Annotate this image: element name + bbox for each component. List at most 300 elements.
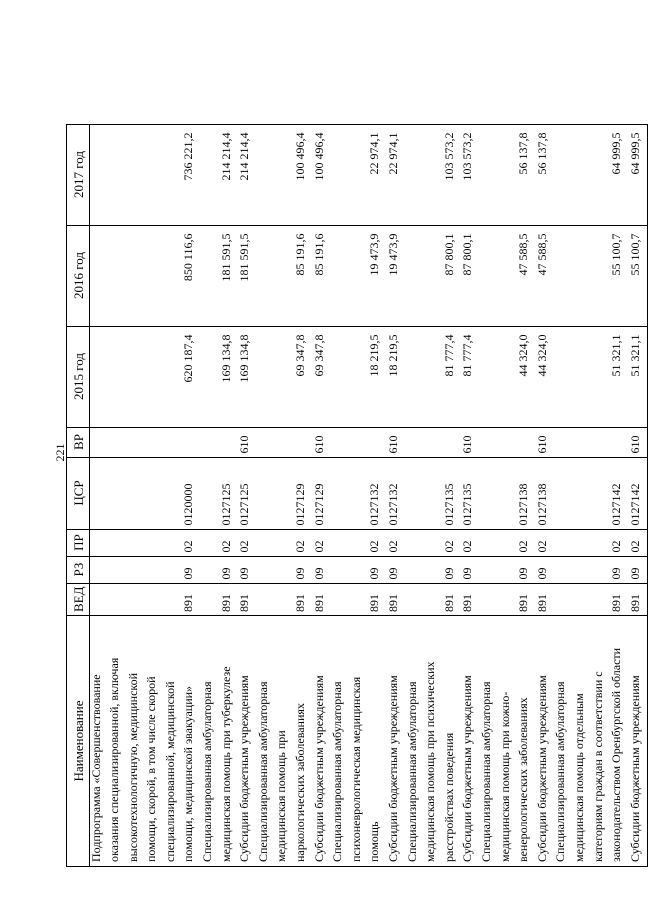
cell-rz: 09 (629, 556, 648, 583)
cell-vr (350, 427, 369, 457)
cell-2015 (90, 326, 109, 427)
cell-2016: 55 100,7 (610, 225, 629, 326)
cell-name: Специализированная амбулаторная (406, 616, 425, 867)
cell-name: Специализированная амбулаторная (480, 616, 499, 867)
cell-2015 (164, 326, 183, 427)
cell-pr: 02 (461, 529, 480, 556)
table-header-row (67, 124, 90, 866)
cell-2017: 736 221,2 (182, 124, 201, 225)
cell-rz (573, 556, 592, 583)
header-pr: ПР (67, 529, 90, 556)
table-row (368, 124, 387, 866)
cell-2017 (275, 124, 294, 225)
cell-ved (164, 583, 183, 615)
cell-pr (127, 529, 146, 556)
cell-vr (592, 427, 611, 457)
cell-2017 (145, 124, 164, 225)
cell-pr: 02 (368, 529, 387, 556)
cell-rz (406, 556, 425, 583)
cell-ved (592, 583, 611, 615)
cell-2015: 169 134,8 (220, 326, 239, 427)
cell-ved (257, 583, 276, 615)
cell-rz: 09 (443, 556, 462, 583)
cell-2017: 103 573,2 (443, 124, 462, 225)
cell-ved: 891 (238, 583, 257, 615)
cell-name: Специализированная амбулаторная (201, 616, 220, 867)
cell-csr: 0127132 (387, 457, 406, 529)
cell-2017: 64 999,5 (629, 124, 648, 225)
cell-csr (331, 457, 350, 529)
cell-csr (499, 457, 518, 529)
cell-rz: 09 (461, 556, 480, 583)
cell-name: Субсидии бюджетным учреждениям (629, 616, 648, 867)
cell-2015 (406, 326, 425, 427)
cell-2016 (350, 225, 369, 326)
cell-vr (164, 427, 183, 457)
table-row (443, 124, 462, 866)
cell-2016 (592, 225, 611, 326)
cell-ved: 891 (387, 583, 406, 615)
cell-2017: 103 573,2 (461, 124, 480, 225)
table-row (387, 124, 406, 866)
cell-2015 (480, 326, 499, 427)
cell-name: Субсидии бюджетным учреждениям (238, 616, 257, 867)
cell-pr (592, 529, 611, 556)
cell-pr (145, 529, 164, 556)
cell-vr (294, 427, 313, 457)
cell-rz (424, 556, 443, 583)
cell-vr (368, 427, 387, 457)
cell-2016: 47 588,5 (536, 225, 555, 326)
cell-2015 (331, 326, 350, 427)
cell-ved: 891 (461, 583, 480, 615)
cell-vr (443, 427, 462, 457)
cell-csr (201, 457, 220, 529)
cell-csr: 0127142 (629, 457, 648, 529)
cell-name: категориям граждан в соответствии с (592, 616, 611, 867)
cell-2017 (350, 124, 369, 225)
header-ved: ВЕД (67, 583, 90, 615)
cell-2016 (257, 225, 276, 326)
cell-pr (164, 529, 183, 556)
cell-2016 (90, 225, 109, 326)
cell-vr: 610 (536, 427, 555, 457)
cell-csr (164, 457, 183, 529)
cell-2015: 169 134,8 (238, 326, 257, 427)
cell-2015: 620 187,4 (182, 326, 201, 427)
cell-rz: 09 (536, 556, 555, 583)
cell-vr: 610 (238, 427, 257, 457)
cell-pr: 02 (517, 529, 536, 556)
cell-pr: 02 (220, 529, 239, 556)
table-row (182, 124, 201, 866)
cell-2017 (127, 124, 146, 225)
cell-name: Субсидии бюджетным учреждениям (536, 616, 555, 867)
cell-name: Субсидии бюджетным учреждениям (461, 616, 480, 867)
cell-pr: 02 (294, 529, 313, 556)
cell-name: Специализированная амбулаторная (331, 616, 350, 867)
cell-vr (127, 427, 146, 457)
cell-2016 (275, 225, 294, 326)
cell-rz: 09 (387, 556, 406, 583)
cell-rz (554, 556, 573, 583)
cell-2017 (90, 124, 109, 225)
cell-rz (90, 556, 109, 583)
cell-name: Специализированная амбулаторная (554, 616, 573, 867)
cell-2017 (331, 124, 350, 225)
cell-csr (257, 457, 276, 529)
cell-2017 (108, 124, 127, 225)
cell-2017: 100 496,4 (313, 124, 332, 225)
table-row (220, 124, 239, 866)
table-row (350, 124, 369, 866)
cell-ved (108, 583, 127, 615)
cell-csr: 0127129 (294, 457, 313, 529)
cell-vr (275, 427, 294, 457)
cell-pr (554, 529, 573, 556)
cell-rz (145, 556, 164, 583)
cell-2015: 18 219,5 (368, 326, 387, 427)
cell-2017: 56 137,8 (517, 124, 536, 225)
cell-2016: 181 591,5 (238, 225, 257, 326)
cell-2015: 51 321,1 (610, 326, 629, 427)
page-number: 221 (53, 443, 67, 462)
cell-2015 (257, 326, 276, 427)
cell-csr: 0127132 (368, 457, 387, 529)
table-row (554, 124, 573, 866)
cell-2016: 55 100,7 (629, 225, 648, 326)
cell-csr: 0127125 (220, 457, 239, 529)
cell-vr (220, 427, 239, 457)
cell-vr (108, 427, 127, 457)
cell-pr (108, 529, 127, 556)
cell-rz: 09 (238, 556, 257, 583)
cell-ved (554, 583, 573, 615)
cell-2017 (480, 124, 499, 225)
cell-csr: 0120000 (182, 457, 201, 529)
cell-ved (90, 583, 109, 615)
cell-2016 (424, 225, 443, 326)
cell-pr (350, 529, 369, 556)
cell-rz (592, 556, 611, 583)
cell-2015 (127, 326, 146, 427)
cell-2016: 87 800,1 (461, 225, 480, 326)
cell-name: медицинская помощь при психических (424, 616, 443, 867)
cell-name: медицинская помощь при (275, 616, 294, 867)
cell-csr: 0127142 (610, 457, 629, 529)
cell-rz (257, 556, 276, 583)
cell-2016: 181 591,5 (220, 225, 239, 326)
cell-csr (554, 457, 573, 529)
cell-ved (499, 583, 518, 615)
header-2015: 2015 год (67, 326, 90, 427)
cell-vr (145, 427, 164, 457)
cell-name: помощи, скорой, в том числе скорой (145, 616, 164, 867)
table-row (238, 124, 257, 866)
table-row (108, 124, 127, 866)
cell-2017 (554, 124, 573, 225)
cell-ved: 891 (517, 583, 536, 615)
cell-name: расстройствах поведения (443, 616, 462, 867)
cell-2015 (499, 326, 518, 427)
cell-name: медицинская помощь отдельным (573, 616, 592, 867)
cell-2015 (108, 326, 127, 427)
cell-ved (275, 583, 294, 615)
cell-name: медицинская помощь при туберкулезе (220, 616, 239, 867)
cell-2017: 22 974,1 (368, 124, 387, 225)
cell-csr (350, 457, 369, 529)
cell-vr (90, 427, 109, 457)
cell-vr (554, 427, 573, 457)
cell-ved (424, 583, 443, 615)
cell-2016 (201, 225, 220, 326)
table-row (257, 124, 276, 866)
table-row (164, 124, 183, 866)
table-row (331, 124, 350, 866)
cell-vr (610, 427, 629, 457)
cell-ved (406, 583, 425, 615)
cell-2016 (108, 225, 127, 326)
cell-pr (257, 529, 276, 556)
cell-2016: 19 473,9 (387, 225, 406, 326)
cell-name: медицинская помощь при кожно- (499, 616, 518, 867)
cell-ved: 891 (536, 583, 555, 615)
cell-2016 (164, 225, 183, 326)
cell-vr (331, 427, 350, 457)
cell-pr (573, 529, 592, 556)
cell-pr: 02 (387, 529, 406, 556)
cell-pr (499, 529, 518, 556)
table-row (610, 124, 629, 866)
cell-csr (275, 457, 294, 529)
cell-name: помощи, медицинской эвакуации» (182, 616, 201, 867)
cell-2016: 850 116,6 (182, 225, 201, 326)
cell-name: оказания специализированной, включая (108, 616, 127, 867)
cell-2015 (201, 326, 220, 427)
cell-vr: 610 (461, 427, 480, 457)
cell-rz (499, 556, 518, 583)
cell-pr (480, 529, 499, 556)
cell-vr (257, 427, 276, 457)
cell-name: психоневрологическая медицинская (350, 616, 369, 867)
cell-2017: 214 214,4 (238, 124, 257, 225)
table-row (629, 124, 648, 866)
cell-2017 (257, 124, 276, 225)
cell-2016 (127, 225, 146, 326)
cell-ved: 891 (294, 583, 313, 615)
cell-name: наркологических заболеваниях (294, 616, 313, 867)
cell-2015: 81 777,4 (461, 326, 480, 427)
cell-rz (127, 556, 146, 583)
table-row (480, 124, 499, 866)
cell-ved: 891 (313, 583, 332, 615)
cell-name: законодательством Оренбургской области (610, 616, 629, 867)
header-name: Наименование (67, 616, 90, 867)
cell-ved (201, 583, 220, 615)
cell-2015 (573, 326, 592, 427)
cell-ved (145, 583, 164, 615)
cell-vr (424, 427, 443, 457)
header-2017: 2017 год (67, 124, 90, 225)
cell-2016 (573, 225, 592, 326)
cell-2017 (424, 124, 443, 225)
cell-vr: 610 (313, 427, 332, 457)
table-row (573, 124, 592, 866)
cell-pr: 02 (313, 529, 332, 556)
cell-2017: 100 496,4 (294, 124, 313, 225)
cell-ved: 891 (368, 583, 387, 615)
cell-csr (573, 457, 592, 529)
table-row (406, 124, 425, 866)
cell-rz: 09 (313, 556, 332, 583)
cell-name: Субсидии бюджетным учреждениям (387, 616, 406, 867)
cell-2016 (331, 225, 350, 326)
cell-ved: 891 (610, 583, 629, 615)
header-vr: ВР (67, 427, 90, 457)
cell-name: Подпрограмма «Совершенствование (90, 616, 109, 867)
cell-vr (201, 427, 220, 457)
cell-csr: 0127129 (313, 457, 332, 529)
cell-ved (331, 583, 350, 615)
table-row (461, 124, 480, 866)
cell-rz (201, 556, 220, 583)
cell-vr (517, 427, 536, 457)
cell-vr (573, 427, 592, 457)
cell-vr (480, 427, 499, 457)
cell-csr (90, 457, 109, 529)
table-row (499, 124, 518, 866)
cell-2015 (275, 326, 294, 427)
cell-2015: 69 347,8 (294, 326, 313, 427)
cell-rz (331, 556, 350, 583)
cell-2017: 56 137,8 (536, 124, 555, 225)
cell-name: венерологических заболеваниях (517, 616, 536, 867)
cell-ved: 891 (629, 583, 648, 615)
cell-2017 (201, 124, 220, 225)
cell-2017: 214 214,4 (220, 124, 239, 225)
cell-pr (406, 529, 425, 556)
cell-ved (127, 583, 146, 615)
cell-2015: 81 777,4 (443, 326, 462, 427)
header-rz: РЗ (67, 556, 90, 583)
cell-pr (331, 529, 350, 556)
table-row (201, 124, 220, 866)
cell-vr (182, 427, 201, 457)
cell-rz: 09 (182, 556, 201, 583)
cell-2015: 44 324,0 (517, 326, 536, 427)
cell-2017 (592, 124, 611, 225)
cell-csr: 0127125 (238, 457, 257, 529)
header-csr: ЦСР (67, 457, 90, 529)
budget-table (66, 124, 648, 867)
cell-csr: 0127135 (443, 457, 462, 529)
cell-2016 (554, 225, 573, 326)
cell-pr (424, 529, 443, 556)
cell-vr: 610 (629, 427, 648, 457)
table-row (90, 124, 109, 866)
cell-ved (573, 583, 592, 615)
cell-pr: 02 (443, 529, 462, 556)
cell-ved: 891 (182, 583, 201, 615)
cell-2015 (554, 326, 573, 427)
cell-2016: 47 588,5 (517, 225, 536, 326)
cell-2015: 44 324,0 (536, 326, 555, 427)
cell-pr (201, 529, 220, 556)
cell-vr: 610 (387, 427, 406, 457)
cell-vr (499, 427, 518, 457)
cell-2017: 64 999,5 (610, 124, 629, 225)
cell-2017 (573, 124, 592, 225)
cell-csr: 0127135 (461, 457, 480, 529)
cell-csr (145, 457, 164, 529)
cell-2016: 85 191,6 (294, 225, 313, 326)
cell-name: Субсидии бюджетным учреждениям (313, 616, 332, 867)
cell-csr (592, 457, 611, 529)
table-row (536, 124, 555, 866)
cell-name: высокотехнологичную, медицинской (127, 616, 146, 867)
cell-name: специализированной, медицинской (164, 616, 183, 867)
cell-rz (164, 556, 183, 583)
cell-pr: 02 (238, 529, 257, 556)
cell-ved: 891 (220, 583, 239, 615)
cell-2015 (424, 326, 443, 427)
cell-pr: 02 (536, 529, 555, 556)
cell-csr: 0127138 (536, 457, 555, 529)
cell-2016 (406, 225, 425, 326)
cell-2015 (592, 326, 611, 427)
table-row (592, 124, 611, 866)
cell-2016: 19 473,9 (368, 225, 387, 326)
cell-rz (275, 556, 294, 583)
cell-2015: 69 347,8 (313, 326, 332, 427)
cell-csr: 0127138 (517, 457, 536, 529)
cell-2016 (145, 225, 164, 326)
cell-pr (275, 529, 294, 556)
cell-2015 (350, 326, 369, 427)
cell-rz: 09 (517, 556, 536, 583)
cell-csr (424, 457, 443, 529)
header-2016: 2016 год (67, 225, 90, 326)
cell-pr: 02 (610, 529, 629, 556)
cell-pr: 02 (182, 529, 201, 556)
cell-rz (350, 556, 369, 583)
cell-ved (480, 583, 499, 615)
cell-2015: 51 321,1 (629, 326, 648, 427)
table-row (294, 124, 313, 866)
cell-csr (406, 457, 425, 529)
cell-csr (108, 457, 127, 529)
cell-2016 (480, 225, 499, 326)
table-row (517, 124, 536, 866)
cell-rz: 09 (610, 556, 629, 583)
cell-2017 (499, 124, 518, 225)
cell-rz: 09 (220, 556, 239, 583)
cell-2015 (145, 326, 164, 427)
cell-ved: 891 (443, 583, 462, 615)
cell-pr (90, 529, 109, 556)
cell-rz: 09 (368, 556, 387, 583)
cell-rz (108, 556, 127, 583)
cell-2017 (406, 124, 425, 225)
table-body (90, 124, 648, 866)
table-row (275, 124, 294, 866)
cell-2017: 22 974,1 (387, 124, 406, 225)
cell-pr: 02 (629, 529, 648, 556)
cell-2017 (164, 124, 183, 225)
cell-csr (127, 457, 146, 529)
cell-vr (406, 427, 425, 457)
table-row (127, 124, 146, 866)
